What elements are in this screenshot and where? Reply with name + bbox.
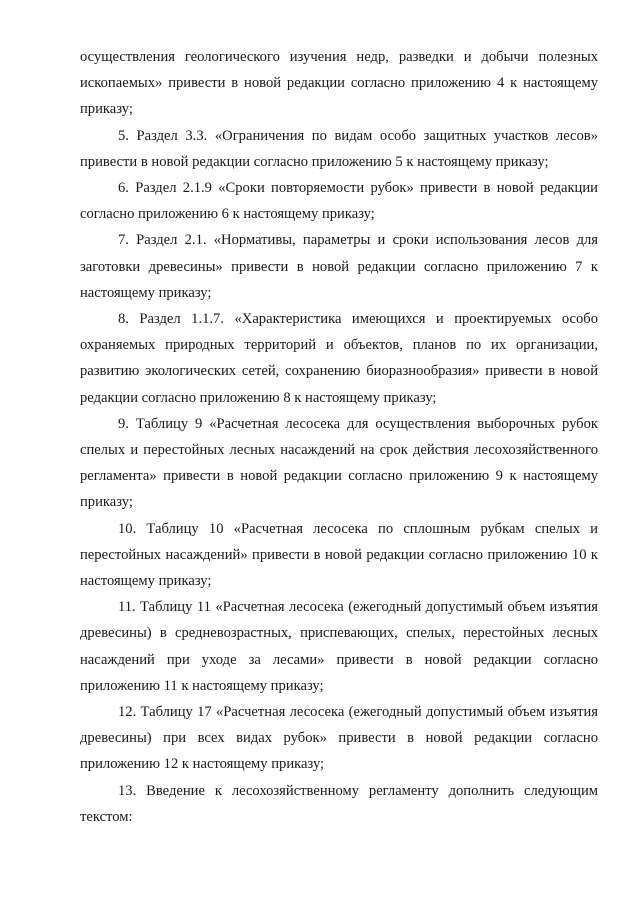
paragraph-item-8: 8. Раздел 1.1.7. «Характеристика имеющихся и проектируемых особо охраняемых природных территорий и объектов, планов по их организации, развитию экологических сетей, сохранению биоразнообразия» привести в новой редакции согласно приложению 8 к настоящему приказу; <box>80 311 598 406</box>
paragraph-item-5: 5. Раздел 3.3. «Ограничения по видам особо защитных участков лесов» привести в новой редакции согласно приложению 5 к настоящему приказу; <box>80 127 598 170</box>
document-body <box>80 44 598 830</box>
paragraph-item-9: 9. Таблицу 9 «Расчетная лесосека для осуществления выборочных рубок спелых и перестойных лесных насаждений на срок действия лесохозяйственного регламента» привести в новой редакции согласно приложению 9 к настоящему приказу; <box>80 415 598 511</box>
paragraph-item-11: 11. Таблицу 11 «Расчетная лесосека (ежегодный допустимый объем изъятия древесины) в средневозрастных, приспевающих, спелых, перестойных лесных насаждений при уходе за лесами» привести в новой редакции согласно приложению 11 к настоящему приказу; <box>80 599 598 694</box>
paragraph-item-10: 10. Таблицу 10 «Расчетная лесосека по сплошным рубкам спелых и перестойных насаждений» привести в новой редакции согласно приложению 10 к настоящему приказу; <box>80 520 598 590</box>
paragraph-item-12: 12. Таблицу 17 «Расчетная лесосека (ежегодный допустимый объем изъятия древесины) при всех видах рубок» привести в новой редакции согласно приложению 12 к настоящему приказу; <box>80 704 598 773</box>
paragraph-item-6: 6. Раздел 2.1.9 «Сроки повторяемости рубок» привести в новой редакции согласно приложению 6 к настоящему приказу; <box>80 180 598 223</box>
paragraph-continuation: осуществления геологического изучения недр, разведки и добычи полезных ископаемых» привести в новой редакции согласно приложению 4 к настоящему приказу; <box>80 49 598 118</box>
paragraph-item-7: 7. Раздел 2.1. «Нормативы, параметры и сроки использования лесов для заготовки древесины» привести в новой редакции согласно приложению 7 к настоящему приказу; <box>80 232 598 301</box>
paragraph-item-13: 13. Введение к лесохозяйственному регламенту дополнить следующим текстом: <box>80 782 598 825</box>
